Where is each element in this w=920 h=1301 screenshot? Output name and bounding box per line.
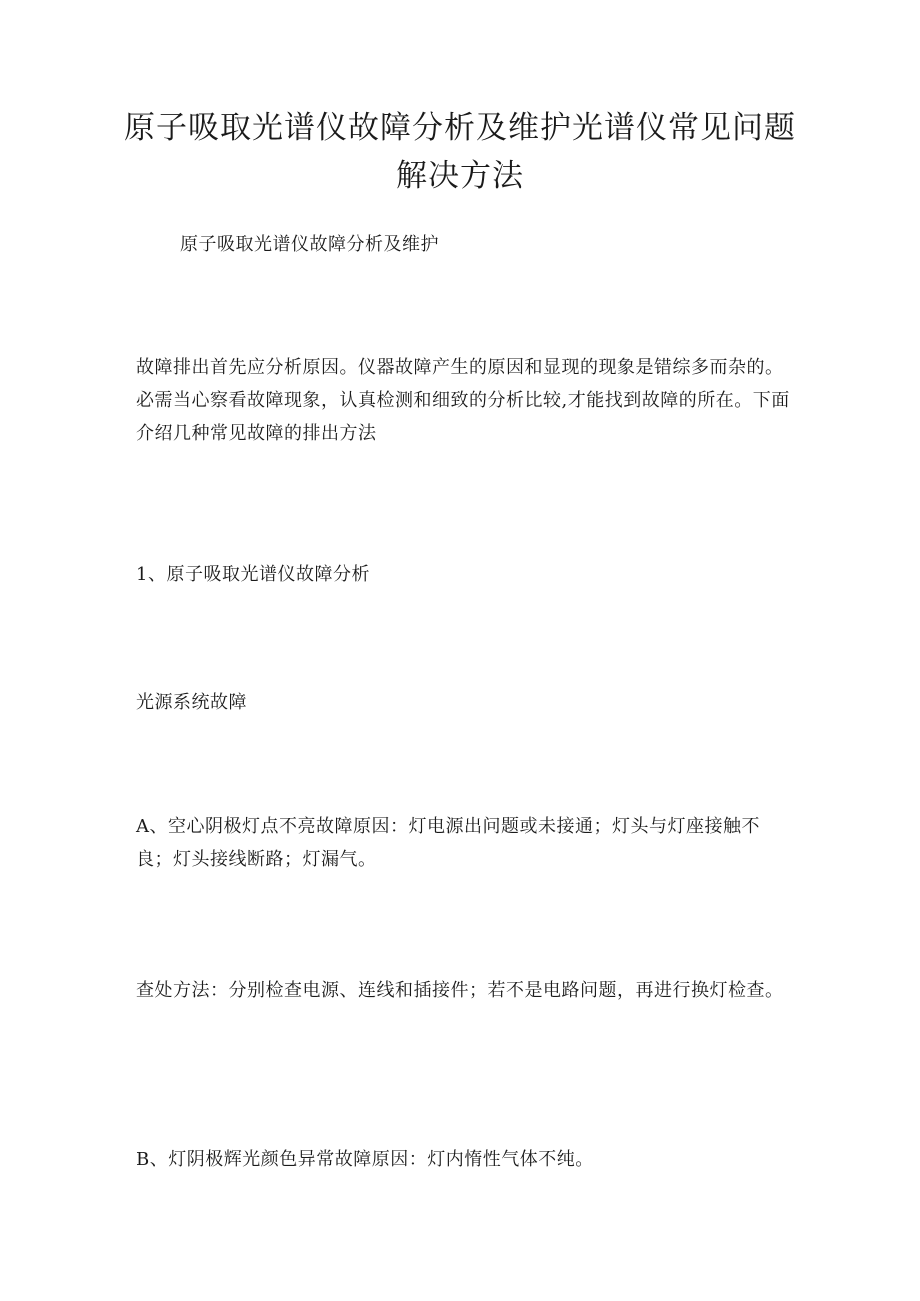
document-title: 原子吸取光谱仪故障分析及维护光谱仪常见问题解决方法 [124, 110, 796, 194]
section-heading-fault-analysis: 1、原子吸取光谱仪故障分析 [136, 564, 370, 585]
document-subtitle: 原子吸取光谱仪故障分析及维护 [180, 234, 439, 255]
intro-paragraph: 故障排出首先应分析原因。仪器故障产生的原因和显现的现象是错综多而杂的。必需当心察看故障现象，认真检测和细致的分析比较,才能找到故障的所在。下面介绍几种常见故障的排出方法 [136, 357, 790, 444]
subsection-heading-light-source: 光源系统故障 [136, 692, 247, 713]
fault-a-paragraph: A、空心阴极灯点不亮故障原因：灯电源出问题或未接通；灯头与灯座接触不良；灯头接线断路；灯漏气。 [136, 816, 760, 870]
fault-b-paragraph: B、灯阴极辉光颜色异常故障原因：灯内惰性气体不纯。 [136, 1149, 594, 1170]
check-method-paragraph: 查处方法：分别检查电源、连线和插接件；若不是电路问题，再进行换灯检查。 [136, 980, 784, 1001]
